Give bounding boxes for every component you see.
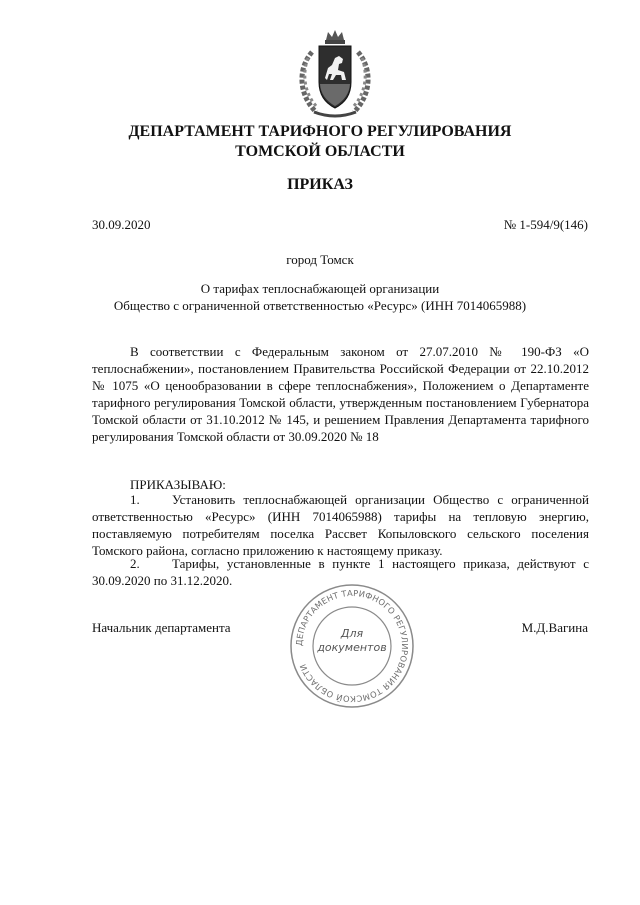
order-word: ПРИКАЗЫВАЮ: [130, 477, 226, 492]
coat-of-arms-emblem [292, 28, 378, 120]
document-city: город Томск [286, 252, 354, 267]
official-stamp [289, 583, 415, 709]
stamp-center [289, 627, 415, 655]
stamp-center-line1: Для [340, 627, 364, 640]
stamp-center-line2: документов [317, 641, 387, 654]
signer-name: М.Д.Вагина [521, 620, 588, 635]
stamp-ring-text: ДЕПАРТАМЕНТ ТАРИФНОГО РЕГУЛИРОВАНИЯ ТОМСКОЙ ОБЛАСТИ [293, 587, 411, 705]
clause-number: 1. [130, 492, 140, 507]
clause-number: 2. [130, 556, 140, 571]
department-title [0, 122, 640, 162]
clause-text: Тарифы, установленные в пункте 1 настоящего приказа, действуют с 30.09.2020 по 31.12.2020. [92, 556, 589, 588]
document-date: 30.09.2020 [92, 217, 151, 232]
document-subject [0, 280, 640, 314]
document-type: ПРИКАЗ [287, 176, 353, 193]
clause-item [92, 491, 589, 559]
signer-position: Начальник департамента [92, 620, 231, 635]
document-number: № 1-594/9(146) [503, 217, 588, 232]
department-title-line1: ДЕПАРТАМЕНТ ТАРИФНОГО РЕГУЛИРОВАНИЯ [128, 123, 512, 140]
subject-line2: Общество с ограниченной ответственностью «Ресурс» (ИНН 7014065988) [113, 298, 527, 313]
subject-line1: О тарифах теплоснабжающей организации [200, 281, 440, 296]
preamble-paragraph: В соответствии с Федеральным законом от 27.07.2010 № 190-ФЗ «О теплоснабжении», постановлением Правительства Российской Федерации от 22.10.2012 № 1075 «О ценообразовании в сфере теплоснабжения», Положением о Департаменте тарифного регулирования Томской области, утвержденным постановлением Губернатора Томской области от 31.10.2012 № 145, и решением Правления Департамента тарифного регулирования Томской области от 30.09.2020 № 18 [92, 344, 589, 444]
department-title-line2: ТОМСКОЙ ОБЛАСТИ [235, 143, 405, 160]
clause-text: Установить теплоснабжающей организации Общество с ограниченной ответственностью «Ресурс» (ИНН 7014065988) тарифы на тепловую энергию, поставляемую потребителям поселка Рассвет Копыловского сельского поселения Томского района, согласно приложению к настоящему приказу. [92, 492, 589, 558]
